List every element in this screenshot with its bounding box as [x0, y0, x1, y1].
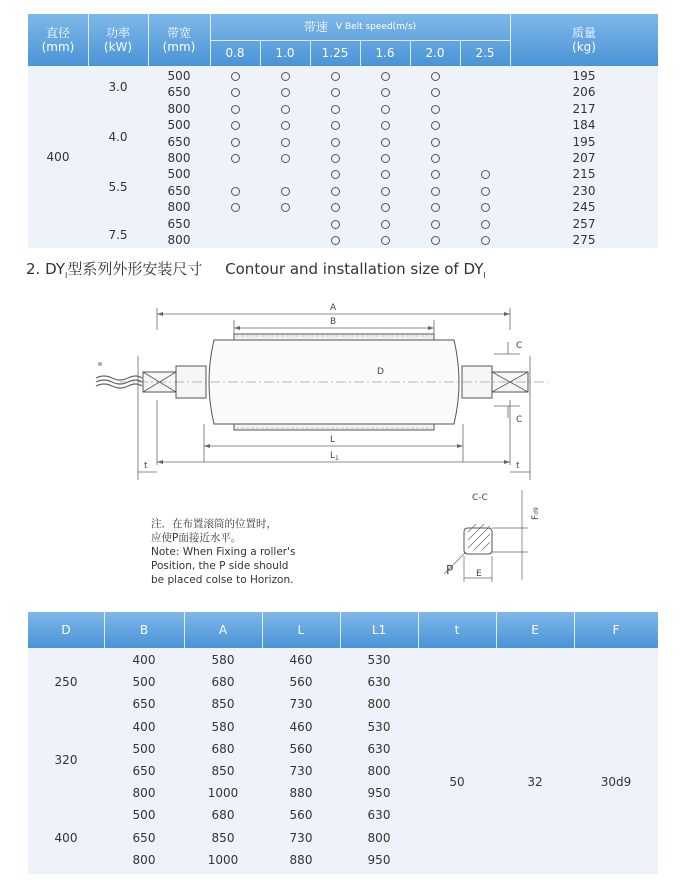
available-mark	[331, 121, 340, 130]
available-mark	[381, 203, 390, 212]
available-mark	[481, 187, 490, 196]
label-cc: C-C	[472, 493, 488, 503]
mass-cell: 207	[572, 151, 596, 165]
label-f: Fd9	[531, 507, 541, 520]
header-t: t	[454, 623, 460, 637]
header-power-unit: (kW)	[103, 40, 133, 54]
available-mark	[381, 138, 390, 147]
header-mass-unit: (kg)	[572, 40, 596, 54]
dimension-table-header	[28, 612, 658, 648]
table-row	[28, 117, 658, 133]
available-mark	[381, 170, 390, 179]
divider	[418, 612, 419, 648]
table-cell: 460	[289, 653, 313, 667]
mass-cell: 257	[572, 216, 596, 231]
divider	[410, 40, 411, 66]
available-mark	[381, 121, 390, 130]
header-l: L	[297, 623, 305, 637]
table-cell: 800	[367, 697, 391, 712]
available-mark	[281, 72, 290, 81]
divider	[88, 14, 89, 66]
available-mark	[281, 203, 290, 212]
header-l1: L1	[371, 623, 387, 637]
available-mark	[281, 105, 290, 114]
power-group: 7.5	[108, 228, 128, 242]
available-mark	[231, 203, 240, 212]
section-title	[26, 258, 486, 280]
available-mark	[431, 203, 440, 212]
table-row	[28, 84, 658, 100]
available-mark	[231, 187, 240, 196]
available-mark	[281, 154, 290, 163]
table-cell: 1000	[207, 852, 239, 867]
dimension-table-body	[28, 648, 658, 874]
corner-dot	[98, 362, 102, 366]
available-mark	[381, 187, 390, 196]
available-mark	[331, 236, 340, 245]
belt-width-cell: 500	[167, 118, 191, 133]
header-mass-cn: 质量	[571, 26, 596, 40]
header-diameter	[28, 14, 88, 66]
available-mark	[431, 187, 440, 196]
table-cell: 680	[211, 675, 235, 690]
divider	[310, 40, 311, 66]
table-cell: 630	[367, 808, 391, 823]
available-mark	[481, 236, 490, 245]
section-title-en-sub: I	[483, 271, 486, 280]
header-belt-width	[148, 14, 210, 66]
mass-cell: 230	[572, 183, 596, 198]
header-belt-speed	[210, 14, 510, 40]
available-mark	[331, 170, 340, 179]
value-t: 50	[449, 775, 465, 789]
available-mark	[331, 72, 340, 81]
mass-cell: 184	[572, 118, 596, 133]
table-cell: 500	[132, 675, 156, 690]
table-cell: 650	[132, 764, 156, 778]
table-row	[28, 166, 658, 182]
available-mark	[281, 187, 290, 196]
label-b: B	[330, 317, 337, 327]
mass-cell: 215	[572, 167, 596, 182]
available-mark	[381, 154, 390, 163]
label-l: L	[330, 435, 336, 445]
header-belt-width-unit: (mm)	[162, 40, 196, 54]
available-mark	[431, 88, 440, 97]
table-row	[28, 150, 658, 166]
available-mark	[331, 220, 340, 229]
speed-2-5: 2.5	[475, 46, 495, 60]
value-e: 32	[527, 775, 543, 789]
belt-width-cell: 500	[167, 69, 191, 83]
table-cell: 560	[289, 808, 313, 823]
available-mark	[431, 220, 440, 229]
table-cell: 560	[289, 675, 313, 690]
belt-width-cell: 650	[167, 134, 191, 149]
header-power	[88, 14, 148, 66]
header-mass	[510, 14, 658, 66]
available-mark	[331, 203, 340, 212]
table-cell: 630	[367, 675, 391, 690]
label-a: A	[330, 303, 337, 313]
header-belt-width-cn: 带宽	[166, 26, 191, 40]
label-c-top: C	[516, 341, 523, 351]
power-group: 3.0	[108, 80, 128, 94]
available-mark	[231, 121, 240, 130]
table-cell: 530	[367, 653, 391, 667]
label-e: E	[476, 569, 482, 579]
divider	[460, 40, 461, 66]
divider	[574, 612, 575, 648]
table-cell: 800	[132, 852, 156, 867]
speed-1-6: 1.6	[375, 46, 395, 60]
belt-width-cell: 650	[167, 216, 191, 231]
speed-0-8: 0.8	[225, 46, 245, 60]
available-mark	[381, 88, 390, 97]
table-cell: 950	[367, 786, 391, 801]
available-mark	[381, 220, 390, 229]
table-row	[28, 232, 658, 248]
speed-1-0: 1.0	[275, 46, 295, 60]
table-cell: 650	[132, 697, 156, 712]
table-cell: 730	[289, 697, 313, 712]
available-mark	[331, 187, 340, 196]
belt-width-cell: 800	[167, 101, 191, 116]
table-cell: 500	[132, 741, 156, 756]
available-mark	[431, 236, 440, 245]
label-d: D	[377, 367, 384, 377]
header-diameter-cn: 直径	[45, 26, 70, 40]
available-mark	[331, 88, 340, 97]
table-cell: 850	[211, 697, 235, 712]
label-t-right: t	[516, 461, 520, 471]
section-title-en: Contour and installation size of DY	[225, 260, 484, 278]
table-cell: 580	[211, 653, 235, 667]
belt-width-cell: 500	[167, 167, 191, 182]
available-mark	[381, 236, 390, 245]
diameter-value: 400	[46, 150, 70, 164]
note-line: Position, the P side should	[151, 560, 289, 572]
label-l1: $L_1$	[330, 451, 339, 462]
divider	[104, 612, 105, 648]
value-f: 30d9	[600, 775, 632, 789]
header-e: E	[531, 623, 539, 637]
available-mark	[231, 88, 240, 97]
available-mark	[431, 138, 440, 147]
divider	[148, 14, 149, 66]
section-number: 2.	[26, 260, 41, 278]
table-cell: 850	[211, 830, 235, 845]
belt-speed-table-header	[28, 14, 658, 66]
divider	[360, 40, 361, 66]
header-f: F	[612, 623, 620, 637]
table-cell: 880	[289, 786, 313, 801]
table-cell: 800	[132, 786, 156, 801]
table-row	[28, 199, 658, 215]
available-mark	[331, 105, 340, 114]
available-mark	[481, 203, 490, 212]
header-b: B	[139, 623, 149, 637]
table-cell: 950	[367, 852, 391, 867]
available-mark	[331, 138, 340, 147]
available-mark	[231, 138, 240, 147]
power-group: 5.5	[108, 180, 128, 194]
available-mark	[431, 170, 440, 179]
available-mark	[281, 138, 290, 147]
header-a: A	[218, 623, 228, 637]
power-group: 4.0	[108, 130, 128, 144]
diameter-group-cell: 400	[54, 830, 78, 845]
header-d: D	[61, 623, 71, 637]
table-row	[28, 183, 658, 199]
table-cell: 650	[132, 830, 156, 845]
table-cell: 850	[211, 764, 235, 778]
table-cell: 630	[367, 741, 391, 756]
table-row	[28, 134, 658, 150]
label-t-left: t	[144, 461, 148, 471]
table-row	[28, 68, 658, 84]
table-cell: 400	[132, 653, 156, 667]
diameter-group-cell: 320	[54, 752, 78, 767]
available-mark	[481, 170, 490, 179]
divider	[260, 40, 261, 66]
divider	[510, 14, 511, 66]
header-belt-speed-cn: 带速	[303, 20, 328, 34]
section-title-cn: 型系列外形安装尺寸	[67, 260, 203, 278]
mass-cell: 195	[572, 69, 596, 83]
belt-width-cell: 800	[167, 151, 191, 165]
divider	[496, 612, 497, 648]
divider	[210, 40, 510, 41]
available-mark	[481, 220, 490, 229]
label-p: P	[446, 563, 454, 577]
mass-cell: 195	[572, 134, 596, 149]
available-mark	[431, 72, 440, 81]
mass-cell: 206	[572, 85, 596, 100]
header-belt-speed-en: V Belt speed(m/s)	[335, 22, 417, 32]
speed-2-0: 2.0	[425, 46, 445, 60]
table-cell: 680	[211, 808, 235, 823]
table-row	[28, 216, 658, 232]
divider	[184, 612, 185, 648]
table-cell: 730	[289, 764, 313, 778]
table-cell: 460	[289, 719, 313, 734]
divider	[340, 612, 341, 648]
available-mark	[431, 105, 440, 114]
section-model: DY	[45, 260, 65, 278]
available-mark	[231, 105, 240, 114]
dimension-table	[28, 612, 658, 874]
table-row	[28, 101, 658, 117]
table-cell: 530	[367, 719, 391, 734]
available-mark	[381, 105, 390, 114]
speed-1-25: 1.25	[321, 46, 349, 60]
table-cell: 730	[289, 830, 313, 845]
table-cell: 800	[367, 764, 391, 778]
available-mark	[231, 154, 240, 163]
belt-width-cell: 800	[167, 200, 191, 215]
available-mark	[331, 154, 340, 163]
diameter-group-cell: 250	[54, 675, 78, 690]
mass-cell: 275	[572, 233, 596, 247]
table-cell: 1000	[207, 786, 239, 801]
table-cell: 580	[211, 719, 235, 734]
table-cell: 680	[211, 741, 235, 756]
mass-cell: 217	[572, 101, 596, 116]
header-diameter-unit: (mm)	[41, 40, 75, 54]
belt-width-cell: 800	[167, 233, 191, 247]
belt-width-cell: 650	[167, 183, 191, 198]
mass-cell: 245	[572, 200, 596, 215]
table-cell: 800	[367, 830, 391, 845]
available-mark	[231, 72, 240, 81]
installation-note	[151, 517, 351, 587]
divider	[262, 612, 263, 648]
table-cell: 400	[132, 719, 156, 734]
section-model-sub: I	[65, 271, 68, 280]
table-cell: 560	[289, 741, 313, 756]
label-c-bottom: C	[516, 415, 523, 425]
belt-speed-table-body	[28, 66, 658, 248]
available-mark	[281, 88, 290, 97]
header-power-cn: 功率	[105, 26, 130, 40]
note-line: Note: When Fixing a roller's	[151, 546, 296, 558]
table-cell: 500	[132, 808, 156, 823]
available-mark	[381, 72, 390, 81]
note-line: 应使P面接近水平。	[151, 532, 242, 544]
available-mark	[431, 154, 440, 163]
table-cell: 880	[289, 852, 313, 867]
belt-width-cell: 650	[167, 85, 191, 100]
note-line: 注．在布置滚筒的位置时，	[151, 518, 277, 530]
belt-speed-table	[28, 14, 658, 248]
available-mark	[281, 121, 290, 130]
available-mark	[431, 121, 440, 130]
note-line: be placed colse to Horizon.	[151, 574, 294, 586]
